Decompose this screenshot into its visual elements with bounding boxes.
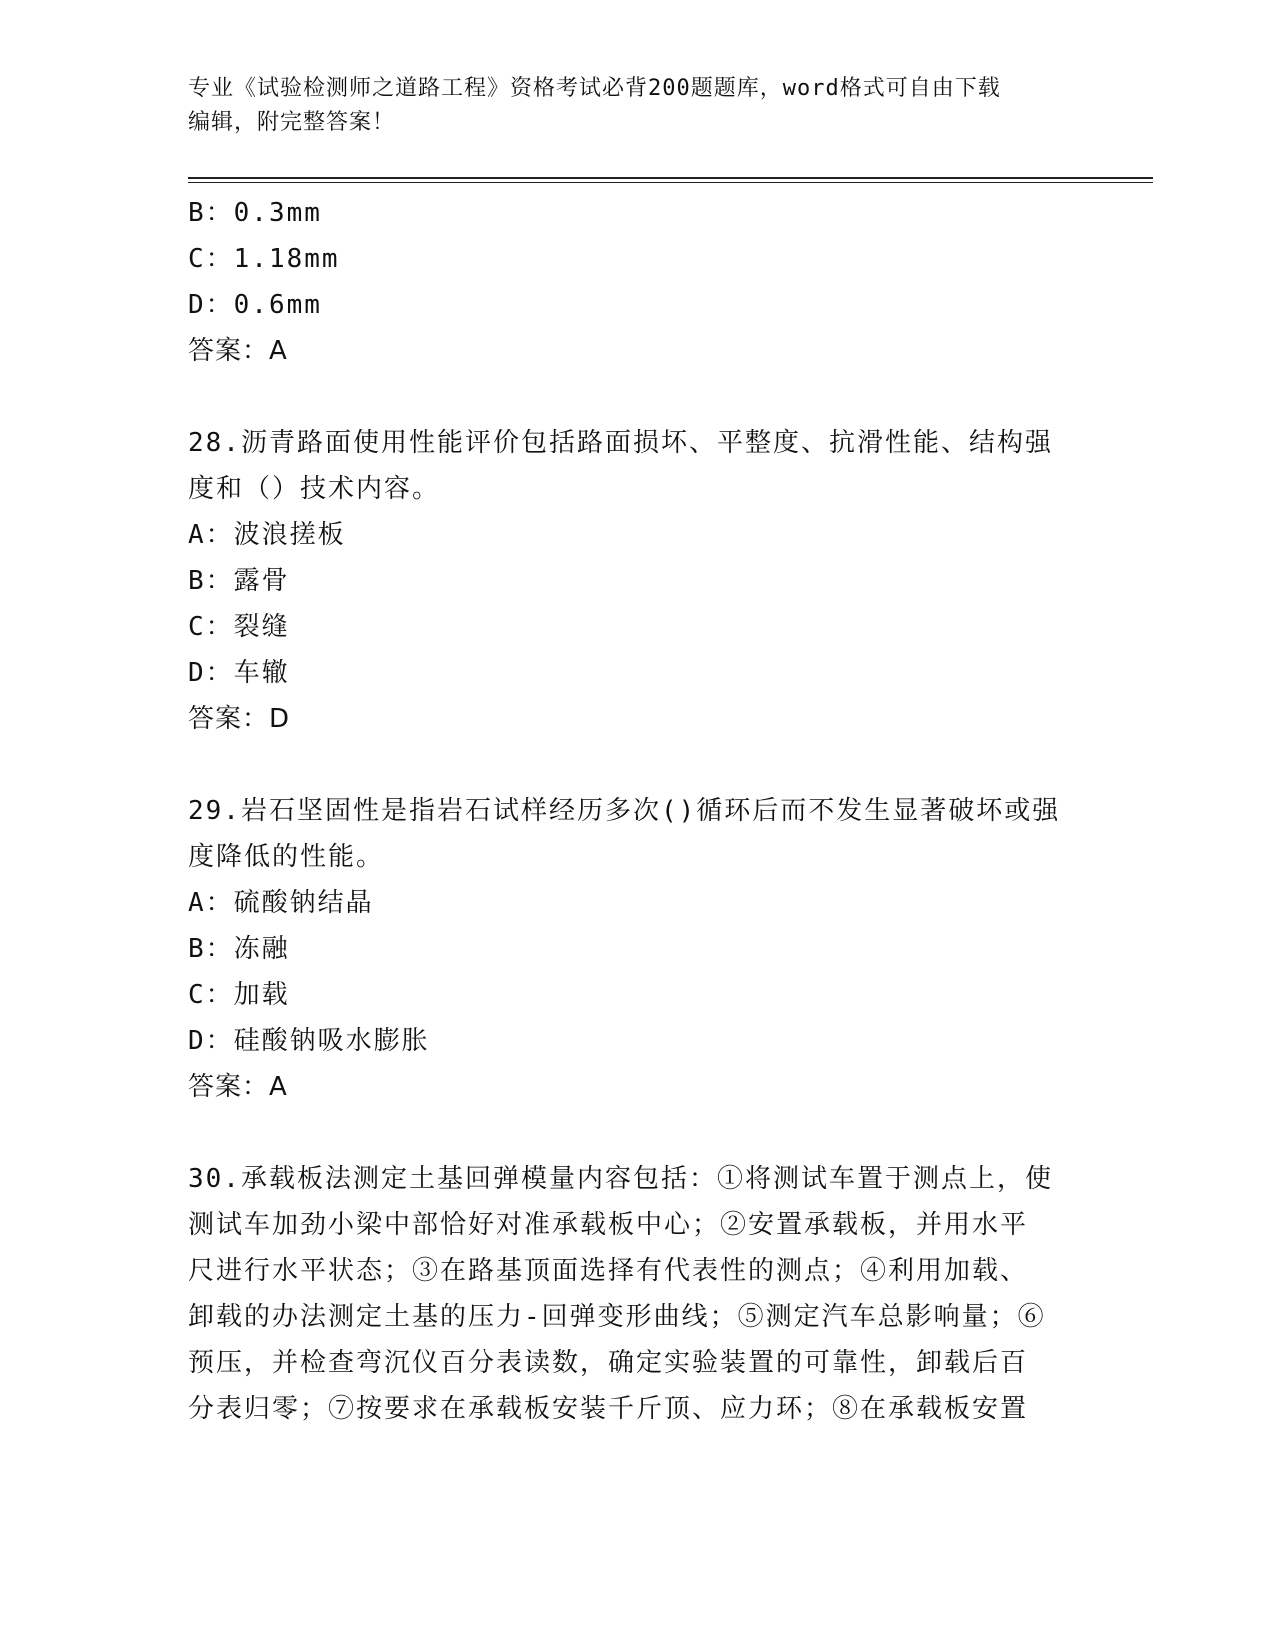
header-divider-thick xyxy=(188,177,1153,179)
answer-line: 答案：A xyxy=(188,1072,288,1102)
option-d: D：车辙 xyxy=(188,658,290,688)
option-c: C：裂缝 xyxy=(188,612,290,642)
option-d: D：硅酸钠吸水膨胀 xyxy=(188,1026,430,1056)
answer-line: 答案：D xyxy=(188,704,291,734)
question-27-continuation xyxy=(188,190,1088,374)
question-text-line: 度和（）技术内容。 xyxy=(188,474,441,504)
question-text-line: 尺进行水平状态；③在路基顶面选择有代表性的测点；④利用加载、 xyxy=(188,1256,1029,1286)
option-d: D：0.6mm xyxy=(188,290,322,320)
question-content xyxy=(188,190,1088,1432)
question-text-line: 30.承载板法测定土基回弹模量内容包括：①将测试车置于测点上，使 xyxy=(188,1164,1053,1194)
header-title-line-1: 专业《试验检测师之道路工程》资格考试必背200题题库，word格式可自由下载 xyxy=(188,76,1001,101)
document-header xyxy=(188,72,1088,140)
question-text-line: 预压，并检查弯沉仪百分表读数，确定实验装置的可靠性，卸载后百 xyxy=(188,1348,1029,1378)
question-text-line: 测试车加劲小梁中部恰好对准承载板中心；②安置承载板，并用水平 xyxy=(188,1210,1029,1240)
option-b: B：冻融 xyxy=(188,934,290,964)
question-text-line: 28.沥青路面使用性能评价包括路面损坏、平整度、抗滑性能、结构强 xyxy=(188,428,1053,458)
question-text-line: 分表归零；⑦按要求在承载板安装千斤顶、应力环；⑧在承载板安置 xyxy=(188,1394,1029,1424)
option-c: C：加载 xyxy=(188,980,290,1010)
option-b: B：露骨 xyxy=(188,566,290,596)
option-c: C：1.18mm xyxy=(188,244,340,274)
question-text-line: 29.岩石坚固性是指岩石试样经历多次()循环后而不发生显著破坏或强 xyxy=(188,796,1061,826)
header-divider-thin xyxy=(188,182,1153,183)
question-text-line: 度降低的性能。 xyxy=(188,842,385,872)
question-30 xyxy=(188,1156,1088,1432)
answer-line: 答案：A xyxy=(188,336,288,366)
option-a: A：波浪搓板 xyxy=(188,520,346,550)
question-text-line: 卸载的办法测定土基的压力-回弹变形曲线；⑤测定汽车总影响量；⑥ xyxy=(188,1302,1046,1332)
question-28 xyxy=(188,420,1088,742)
question-29 xyxy=(188,788,1088,1110)
option-a: A：硫酸钠结晶 xyxy=(188,888,374,918)
header-title-line-2: 编辑，附完整答案！ xyxy=(188,110,396,135)
option-b: B：0.3mm xyxy=(188,198,322,228)
